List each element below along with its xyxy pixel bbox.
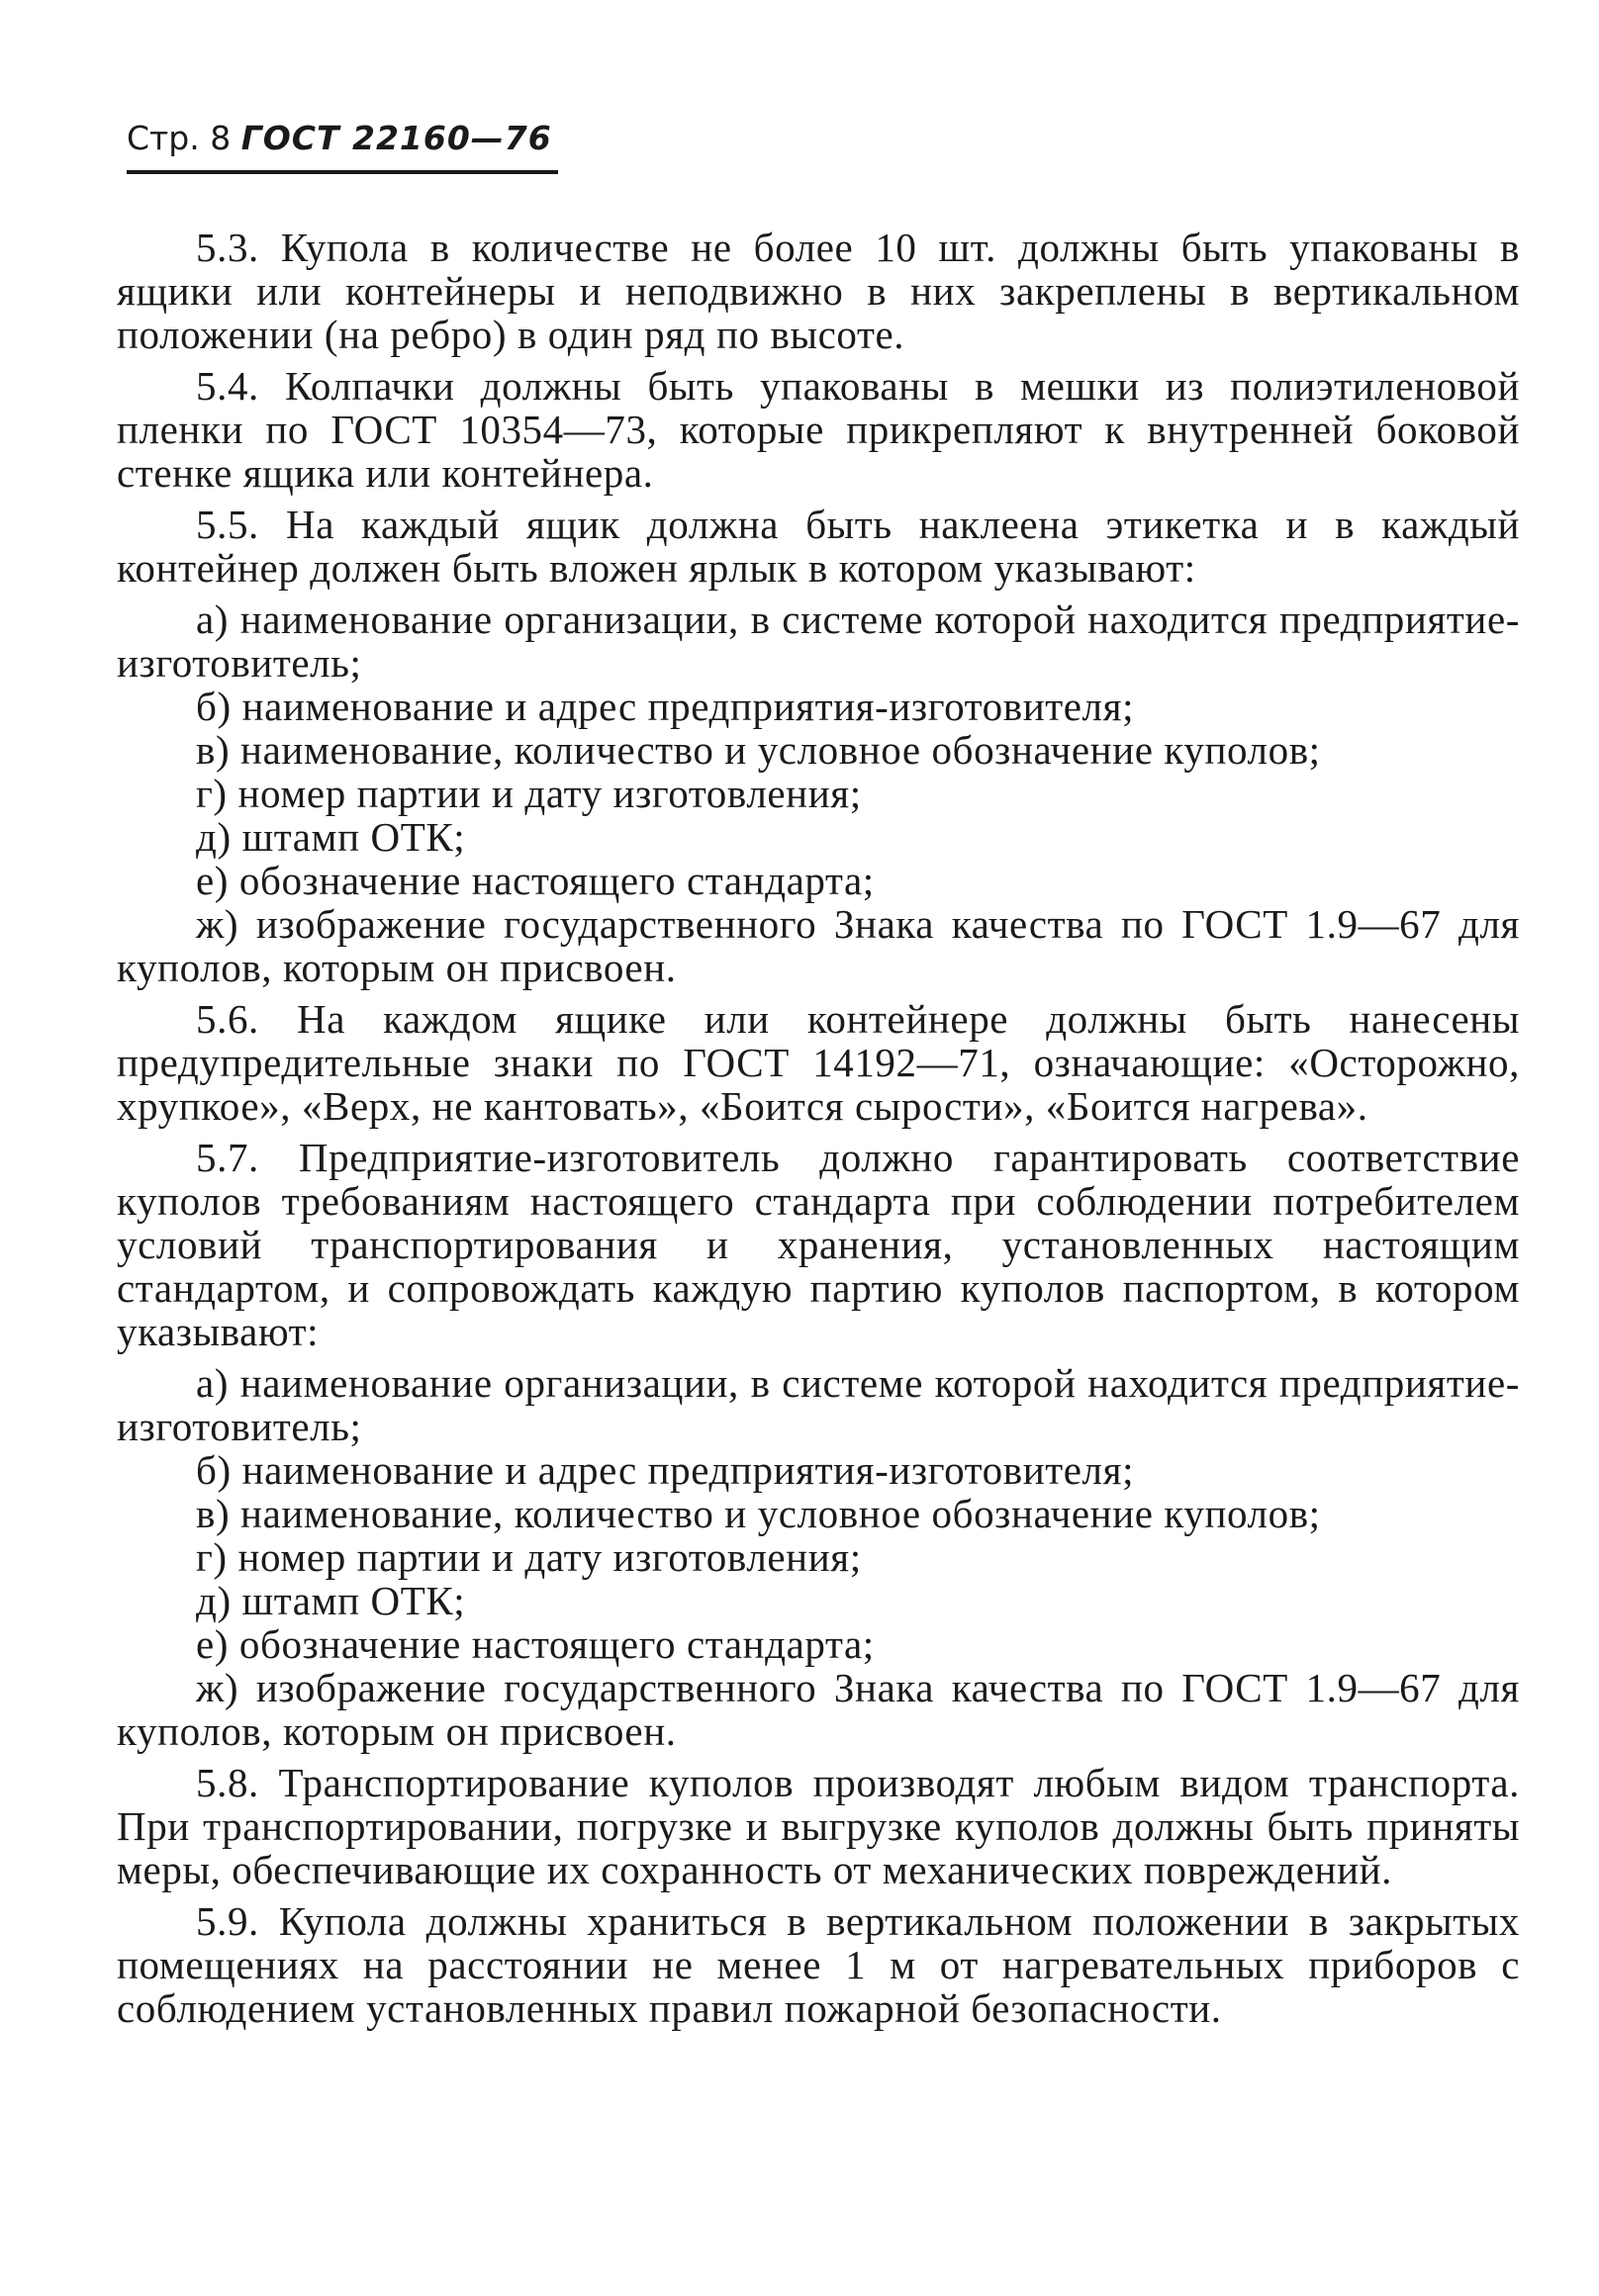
section-5-6: 5.6. На каждом ящике или контейнере должны быть нанесены предупредительные знаки по ГОСТ 14192—71, означающие: «Осторожно, хрупкое», «Верх, не кантовать», «Боится сырости», «Боится нагрева». (117, 996, 1520, 1129)
list-item: д) штамп ОТК; (196, 1578, 466, 1623)
document-id: ГОСТ 22160—76 (240, 119, 552, 157)
page-header (127, 119, 552, 158)
section-5-7-list (117, 1361, 1520, 1753)
list-item: г) номер партии и дату изготовления; (196, 771, 862, 816)
list-item: б) наименование и адрес предприятия-изготовителя; (196, 1447, 1135, 1493)
section-5-5: 5.5. На каждый ящик должна быть наклеена этикетка и в каждый контейнер должен быть вложен ярлык в котором указывают: (117, 502, 1520, 591)
list-item: д) штамп ОТК; (196, 814, 466, 860)
list-item: е) обозначение настоящего стандарта; (196, 1621, 875, 1667)
list-item: а) наименование организации, в системе которой находится предприятие-изготовитель; (117, 1360, 1520, 1449)
header-rule (127, 170, 558, 174)
section-5-8: 5.8. Транспортирование куполов производят любым видом транспорта. При транспортировании, погрузке и выгрузке куполов должны быть приняты меры, обеспечивающие их сохранность от механических повреждений. (117, 1760, 1520, 1892)
page-number: Стр. 8 (127, 119, 232, 157)
list-item: б) наименование и адрес предприятия-изготовителя; (196, 684, 1135, 729)
section-5-9: 5.9. Купола должны храниться в вертикальном положении в закрытых помещениях на расстоянии не менее 1 м от нагревательных приборов с соблюдением установленных правил пожарной безопасности. (117, 1898, 1520, 2031)
list-item: в) наименование, количество и условное обозначение куполов; (196, 1491, 1321, 1536)
document-body (117, 226, 1520, 2038)
list-item: ж) изображение государственного Знака качества по ГОСТ 1.9—67 для куполов, которым он присвоен. (117, 1665, 1520, 1754)
section-5-5-list (117, 597, 1520, 989)
list-item: в) наименование, количество и условное обозначение куполов; (196, 727, 1321, 773)
list-item: а) наименование организации, в системе которой находится предприятие-изготовитель; (117, 597, 1520, 686)
section-5-3: 5.3. Купола в количестве не более 10 шт. должны быть упакованы в ящики или контейнеры и неподвижно в них закреплены в вертикальном положении (на ребро) в один ряд по высоте. (117, 225, 1520, 357)
section-5-7: 5.7. Предприятие-изготовитель должно гарантировать соответствие куполов требованиям настоящего стандарта при соблюдении потребителем условий транспортирования и хранения, установленных настоящим стандартом, и сопровождать каждую партию куполов паспортом, в котором указывают: (117, 1135, 1520, 1354)
list-item: е) обозначение настоящего стандарта; (196, 858, 875, 903)
list-item: г) номер партии и дату изготовления; (196, 1534, 862, 1580)
list-item: ж) изображение государственного Знака качества по ГОСТ 1.9—67 для куполов, которым он присвоен. (117, 901, 1520, 990)
section-5-4: 5.4. Колпачки должны быть упакованы в мешки из полиэтиленовой пленки по ГОСТ 10354—73, которые прикрепляют к внутренней боковой стенке ящика или контейнера. (117, 363, 1520, 496)
